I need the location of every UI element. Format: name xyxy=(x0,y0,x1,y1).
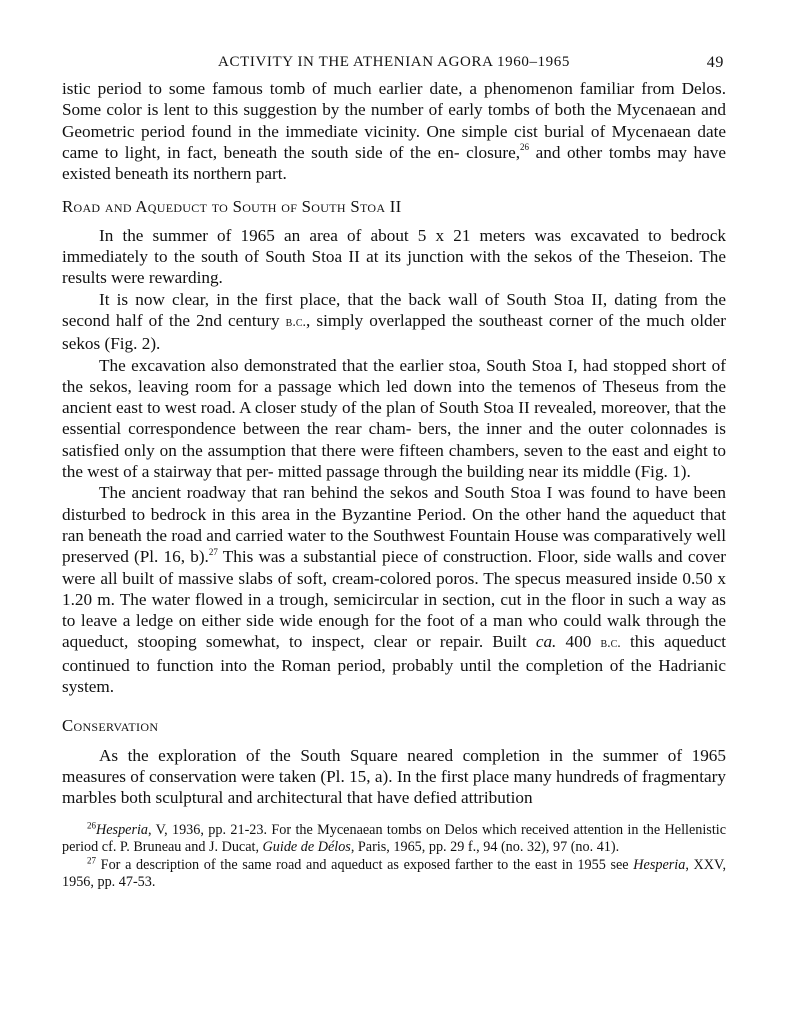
book-title: Guide de Délos xyxy=(262,839,351,855)
era-abbreviation: b.c. xyxy=(600,636,621,652)
footnote-number: 27 xyxy=(87,854,96,865)
paragraph-text: It is now clear, in the first place, that the back wall of South Stoa II, dating from the second half of the 2nd century xyxy=(62,289,726,330)
paragraph-text: 400 xyxy=(556,632,601,652)
footnotes xyxy=(62,819,726,892)
page-number: 49 xyxy=(706,54,724,71)
footnote-27 xyxy=(62,854,726,892)
journal-title: Hesperia xyxy=(96,821,149,838)
footnote-number: 26 xyxy=(87,819,96,830)
section-heading-conservation: Conservation xyxy=(62,716,159,736)
footnote-ref-27: 27 xyxy=(208,546,218,557)
paragraph: In the summer of 1965 an area of about 5 x 21 meters was excavated to bedrock immediately to the south of South Stoa II at its junction with the sekos of the Theseion. The results were rewarding. xyxy=(62,225,726,288)
footnote-text: , V, 1936, pp. 21-23. For the Mycenaean tombs on Delos which received attention in the Hellenistic period cf. P. Bruneau and J. Ducat, xyxy=(62,821,726,855)
running-head xyxy=(62,50,726,78)
paragraph xyxy=(62,289,726,355)
document-page xyxy=(62,50,726,892)
section-heading-road-aqueduct: Road and Aqueduct to South of South Stoa II xyxy=(62,197,402,217)
paragraph-continuation xyxy=(62,78,726,184)
paragraph-text: and other tombs may have existed beneath its northern part. xyxy=(62,142,726,184)
body-text xyxy=(62,78,726,809)
footnote-text: For a description of the same road and aqueduct as exposed farther to the east in 1955 see xyxy=(96,856,634,873)
footnote-26 xyxy=(62,819,726,857)
running-title: ACTIVITY IN THE ATHENIAN AGORA 1960–1965 xyxy=(218,54,570,70)
footnote-text: , Paris, 1965, pp. 29 f., 94 (no. 32), 97 (no. 41). xyxy=(350,839,620,855)
footnote-ref-26: 26 xyxy=(520,142,530,153)
paragraph: As the exploration of the South Square neared completion in the summer of 1965 measures of conservation were taken (Pl. 15, a). In the first place many hundreds of fragmentary marbles both sculptural and architectural that have defied attribution xyxy=(62,745,726,808)
footnote-text: , XXV, 1956, pp. 47-53. xyxy=(62,856,726,890)
paragraph-text: this aqueduct continued to function into the Roman period, probably until the completion of the Hadrianic system. xyxy=(62,632,727,697)
paragraph-text: This was a substantial piece of construction. Floor, side walls and cover were all built of massive slabs of soft, cream-colored poros. The specus measured inside 0.50 x 1.20 m. The water flowed in a trough, semicircular in section, cut in the floor in such a way as to leave a ledge on either side wide enough for the foot of a man who could walk through the aqueduct, stooping somewhat, to inspect, clear or repair. Built xyxy=(62,547,726,652)
journal-title: Hesperia xyxy=(633,856,686,873)
paragraph-text: istic period to some famous tomb of much earlier date, a phenomenon familiar from Delos. Some color is lent to this suggestion by the number of early tombs of both the Mycenaean and Geometric period found in the immediate vicinity. One simple cist burial of Mycenaean date came to light, in fact, beneath the south side of the en- closure, xyxy=(62,79,726,162)
paragraph: The excavation also demonstrated that the earlier stoa, South Stoa I, had stopped short of the sekos, leaving room for a passage which led down into the temenos of Theseus from the ancient east to west road. A closer study of the plan of South Stoa II revealed, moreover, that the essential correspondence between the rear cham- bers, the inner and the outer colonnades is satisfied only on the assumption that there were fifteen chambers, seven to the east and eight to the west of a stairway that per- mitted passage through the building near its middle (Fig. 1). xyxy=(62,355,726,482)
circa-abbreviation: ca. xyxy=(535,632,557,652)
paragraph xyxy=(62,482,726,697)
paragraph-text: The ancient roadway that ran behind the sekos and South Stoa I was found to have been disturbed to bedrock in this area in the Byzantine Period. On the other hand the aqueduct that ran beneath the road and carried water to the Southwest Fountain House was comparatively well preserved (Pl. 16, b). xyxy=(62,483,726,567)
paragraph-text: , simply overlapped the southeast corner of the much older sekos (Fig. 2). xyxy=(62,310,726,354)
era-abbreviation: b.c. xyxy=(285,314,307,330)
